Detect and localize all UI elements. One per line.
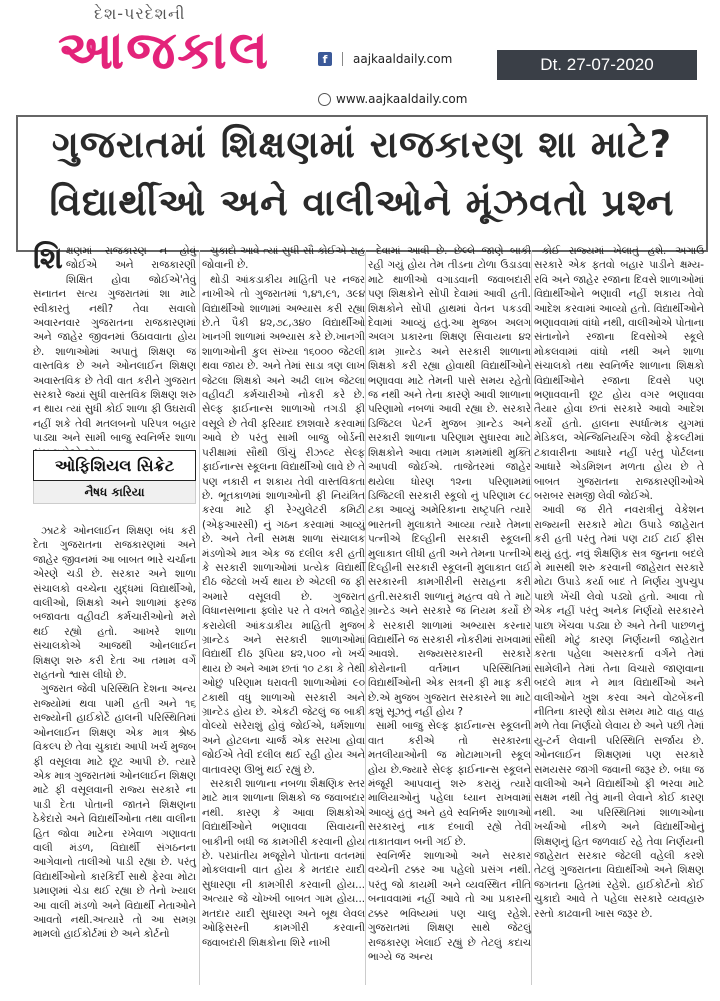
dropcap: શિ (33, 241, 63, 276)
facebook-handle: aajkaaldaily.com (353, 52, 453, 66)
facebook-link[interactable] (318, 52, 452, 66)
article-paragraph: સામી બાજુ સેલ્ફ ફાઈનાન્સ સ્કૂલની વાત કરીએ તો સરકારના મતલીયાઓની જ મોટામાગની સ્કૂલ હોય છે.જ્યારે સેલ્ફ ફાઈનાન્સ સ્કૂલને મંજૂરી આપવાનું શરુ કરાયું ત્યારે માલિયાઓનું પહેલા ધ્યાન રાખવામાં આવ્યું હતું અને હવે સ્વનિર્ભર શાળાઓ સરકારનું નાક દબાવી રહ્યે તેવી તાકાતવાન બની ગઈ છે. (368, 720, 531, 848)
article-paragraph: સ્વનિર્ભર શાળાઓ અને સરકાર વચ્ચેની ટક્કર આ પહેલો પ્રસંગ નથી. પરંતુ જો કાયમી અને વ્યવસ્થિત નીતિ બનાવવામાં નહીં આવે તો આ પ્રકારની ટક્કર ભવિષ્યમાં પણ ચાલુ રહેશે. ગુજરાતમાં શિક્ષણ સાથે જેટલું રાજકારણ ખેલાઈ રહ્યું છે તેટલું કદાચ ભાગ્યે જ અન્ય (368, 850, 531, 963)
article-paragraph: ગુજરાત જેવી પરિસ્થિતિ દેશના અન્ય રાજ્યોમાં થવા પામી હતી અને ૧૬ રાજ્યોની હાઈકોર્ટે હાલની પરિસ્થિતિમાં ઓનલાઈન શિક્ષણ એક માત્ર શ્રેષ્ઠ વિકલ્પ છે તેવા ચુકાદા આપી ખર્ચ મુજબ ફી વસૂલવા માટે છૂટ આપી છે. ત્યારે એક માત્ર ગુજરાતમાં ઓનલાઈન શિક્ષણ માટે ફી વસૂલવાની રાજ્ય સરકારે ના પાડી દેતા પોતાની જાતને શિક્ષણના ઠેકેદારો અને વિદ્યાર્થીઓના તથા વાલીના હિત જોવા માટેના રખેવાળ ગણાવતા વાલી મંડળ, વિદ્યાર્થી સંગઠનના આગેવાનો તાલીઓ પાડી રહ્યા છે. પરંતુ વિદ્યાર્થીઓનો કારકિર્દી સાથે ફેરવા મોટા પ્રમાણમાં ચેડા થઈ રહ્યા છે તેનો ખ્યાલ આ વાલી મંડળો અને વિદ્યાર્થી નેતાઓને આવતો નથી.અત્યારે તો આ સમગ્ર મામલો હાઈકોર્ટમાં છે અને કોર્ટનો (33, 683, 196, 941)
column-divider (199, 250, 200, 985)
article-paragraph: દેવામાં આવી છે. છેલ્લે જાણે બાકી રહી ગયું હોય તેમ તીડના ટોળા ઉડાડવા માટે થાળીઓ વગાડવાની જવાબદારી પણ શિક્ષકોને સોંપી દેવામાં આવી હતી. શિક્ષકોને સોંપી હાથમાં વેતન પકડવી દેવામાં આવ્યું હતું.આ મુજબ અલગ અલગ પ્રકારના શિક્ષણ સિવાયના ૪૨ કામ ગ્રાન્ટેડ અને સરકારી શાળાના શિક્ષકો કરી રહ્યા હોવાથી વિદ્યાર્થીઓને ભણાવવા માટે તેમની પાસે સમય રહેતો જ નથી અને તેના કારણે આવી શાળાના પરિણામો નબળાં આવી રહ્યા છે. સરકારે ડિજિટલ પેટર્ન મુજબ ગ્રાન્ટેડ અને સરકારી શાળાના પરિણામ સુધારવા માટે શિક્ષકોને આવા તમામ કામમાંથી મુક્તિ આપવી જોઈએ. તાજેતરમાં જાહેર થયેલા ધોરણ ૧૨ના પરિણામમાં ડિજિટલી સરકારી સ્કૂલો નું પરિણામ ૯૮ ટકા આવ્યું અમેરિકાના રાષ્ટ્રપતિ ત્યારે ભારતની મુલાકાતે આવ્યા ત્યારે તેમના પત્નીએ દિલ્હીની સરકારી સ્કૂલની મુલાકાત લીધી હતી અને તેમના પત્નીએ દિલ્હીની સરકારી સ્કૂલની મુલાકાત લઈ સરકારની કામગીરીની સરાહના કરી હતી.સરકારી શાળાનું મહત્વ વધે તે માટે ગ્રાન્ટેડ અને સરકારે જ નિયમ કર્યો છે કે સરકારી શાળામાં અભ્યાસ કરનાર વિદ્યાર્થીને જ સરકારી નોકરીમાં રાખવામાં આવશે. રાજ્યસરકારની સરકારે કોરોનાની વર્તમાન પરિસ્થિતિમાં વિદ્યાર્થીઓની એક સત્રની ફી માફ કરી છે.એ મુજબ ગુજરાત સરકારને શા માટે કશું સૂઝતું નહીં હોય ? (368, 245, 531, 718)
newspaper-logo: આજકાલ (58, 21, 271, 81)
article-paragraph: સરકારી શાળાના નબળા શૈક્ષણિક સ્તર માટે માત્ર શાળાના શિક્ષકો જ જવાબદાર નથી. કારણ કે આવા શિક્ષકોએ વિદ્યાર્થીઓને ભણાવવા સિવાયની બાકીની બધી જ કામગીરી કરવાની હોય છે. પરપ્રાંતીય મજૂરોને પોતાના વતનમાં મોકલવાની વાત હોય કે મતદાર યાદી સુધારણા ની કામગીરી કરવાની હોય... અત્યાર જે ચોખ્ખી બાબત ગામ હોય... મતદાર યાદી સુધારણ અને બૂથ લેવલ ઓફિસરની કામગીરી કરવાની જવાબદારી શિક્ષકોના શિરે નાખી (202, 778, 365, 949)
article-column-4 (534, 244, 704, 989)
masthead (0, 0, 720, 112)
column-divider (531, 250, 532, 985)
article-column-3 (368, 244, 531, 989)
headline-box (16, 115, 708, 252)
article-paragraph: ક્ષણમાં રાજકારણ ન હોવું જોઈએ અને રાજકારણી શિક્ષિત હોવા જોઈએ'તેવું સનાતન સત્ય ગુજરાતમાં શા માટે સ્વીકારતું નથી? તેવા સવાલો અવારનવાર ગુજરાતના રાજકારણમાં અને જાહેર જીવનમાં ઉઠાવવાતા હોય છે. શાળાઓમાં અપાતું શિક્ષણ જ વાસ્તવિક છે અને ઓનલાઈન શિક્ષણ અવાસ્તવિક છે તેવી વાત કરીને ગુજરાત સરકારે જ્યાં સુધી વાસ્તવિક શિક્ષણ શરુ ન થાય ત્યાં સુધી કોઈ શાળા ફી ઉઘરાવી નહીં શકે તેવી મતલબનો પરિપત્ર બહાર પાડ્યા અને સામી બાજુ સ્વનિર્ભર શાળા (33, 245, 196, 445)
headline-line-2: વિદ્યાર્થીઓ અને વાલીઓને મૂંઝવતો પ્રશ્ન (49, 181, 675, 224)
article-column-1-continued (33, 524, 196, 994)
article-paragraph: ઝાટકે ઓનલાઈન શિક્ષણ બંધ કરી દેતા ગુજરાતના રાજકારણમાં અને જાહેર જીવનમાં આ બાબત ભારે ચર્ચાના એરણે ચડી છે. સરકાર અને શાળા સંચાલકો વચ્ચેના યુદ્ધમાં વિદ્યાર્થીઓ, વાલીઓ, શિક્ષકો અને શાળામાં ફરજ બજાવતા વહીવટી કર્મચારીઓનો મરો થઈ રહ્યો હતો. આખરે શાળા સંચાલકોએ આજથી ઓનલાઈન શિક્ષણ શરુ કરી દેતા આ તમામ વર્ગે રાહતનો શ્વાસ લીધો છે. (33, 525, 196, 682)
article-paragraph: કોઈ રાજ્યમાં ખેલાતું હશે. અગાઉ સરકારે એક ફતવો બહાર પાડીને ક્ષમ્ય-રવિ અને જાહેર રજાના દિવસે શાળાઓમાં વિદ્યાર્થીઓને ભણાવી નહીં શકાય તેવો આદેશ કરવામાં આવ્યો હતો. વિદ્યાર્થીઓને ભણાવવામાં વાંધો નથી, વાલીઓએ પોતાના સંતાનોને રજાના દિવસોએ સ્કૂલે મોકલવામાં વાંધો નથી અને શાળા સંચાલકો તથા સ્વનિર્ભર શાળાના શિક્ષકો વિદ્યાર્થીઓને રજાના દિવસે પણ ભણાવવાની છૂટ હોય વગર ભણાવવા તૈયાર હોવા છતાં સરકારે આવો આદેશ કર્યો હતો. હાલના સ્પર્ધાત્મક યુગમાં મેડિકલ, એન્જિનિયરિંગ જેવી ફેકલ્ટીમાં ટકાવારીના આધારે નહીં પરંતુ પોર્ટલના આધારે એડમિશન મળતા હોય છે તે બાબત ગુજરાતના રાજકારણીઓએ બરાબર સમજી લેવી જોઈએ. (534, 245, 704, 502)
masthead-tagline: દેશ-પરદેશની (94, 4, 186, 23)
column-title: ઓફિશિયલ સિક્રેટ (33, 450, 196, 481)
divider (342, 52, 343, 66)
column-author: નૈષધ કારિયા (33, 481, 196, 504)
facebook-icon: f (318, 52, 332, 66)
website-url: www.aajkaaldaily.com (336, 92, 468, 106)
article-paragraph: ચુકાદો આવે ત્યાં સુધી સૌ કોઈએ રાહ જોવાની છે. (202, 245, 365, 272)
headline-line-1: ગુજરાતમાં શિક્ષણમાં રાજકારણ શા માટે? (51, 123, 673, 166)
column-divider (365, 250, 366, 985)
issue-date: Dt. 27-07-2020 (497, 50, 697, 80)
globe-icon (318, 93, 331, 106)
article-column-1 (33, 241, 196, 445)
article-column-2 (202, 244, 365, 989)
column-title-box (33, 450, 196, 504)
website-link[interactable] (318, 92, 467, 106)
article-paragraph: થોડી આંકડાકીય માહિતી પર નજર નાખીએ તો ગુજરાતમાં ૧,૪૧,૯૧, ૩૯૪ વિદ્યાર્થીઓ શાળામાં અભ્યાસ કરી રહ્યા છે.તે પૈકી ૪૨,૭૮,૩૪૦ વિદ્યાર્થીઓ ખાનગી શાળામાં અભ્યાસ કરે છે.ખાનગી શાળાઓની કુલ સંખ્યા ૧૬૦૦૦ જેટલી થવા જાય છે. અને તેમાં સાડા ત્રણ લાખ જેટલા શિક્ષકો અને અઢી લાખ જેટલા વહીવટી કર્મચારીઓ નોકરી કરે છે. સેલ્ફ ફાઈનાન્સ શાળાઓ તગડી ફી વસૂલે છે તેવી ફરિયાદ છાશવારે કરવામાં આવે છે પરંતુ સામી બાજુ બોર્ડની પરીક્ષામાં સૌથી ઊંચું રીઝલ્ટ સેલ્ફ ફાઈનાન્સ સ્કૂલના વિદ્યાર્થીઓ લાવે છે તે પણ નકારી ન શકાય તેવી વાસ્તવિકતા છે. ભૂતકાળમાં શાળાઓની ફી નિયંત્રિત કરવા માટે ફી રેગ્યુલેટરી કમિટી (એફઆરસી) નું ગઠન કરવામાં આવ્યું છે. અને તેની સમક્ષ શાળા સંચાલક મંડળોએ માત્ર એક જ દલીલ કરી હતી કે સરકારી શાળાઓમાં પ્રત્યેક વિદ્યાર્થી દીઠ જેટલો ખર્ચ થાય છે એટલી જ ફી અમારે વસૂલવી છે. ગુજરાત વિધાનસભાના ફ્લોર પર તે વખતે જાહેર કરાયેલી આંકડાકીય માહિતી મુજબ ગ્રાન્ટેડ અને સરકારી શાળાઓમાં વિદ્યાર્થી દીઠ રૂપિયા ૪૨,૫૦૦ નો ખર્ચ થાય છે અને આમ છતાં ૧૦ ટકા કે તેથી ઓછું પરિણામ ધરાવતી શાળાઓમાં ૯૦ ટકાથી વધુ શાળાઓ સરકારી અને ગ્રાન્ટેડ હોય છે. એકટી જેટલું જ બાકી વોલ્યો સરેરાશું હોવું જોઈએ, ધર્મશાળા અને હોટલના ચાર્જ એક સરખા હોવા જોઈએ તેવી દલીલ થઈ રહી હોય અને વાતાવરણ ઊભું થઈ રહ્યું છે. (202, 273, 365, 776)
article-paragraph: આવી જ રીતે નવરાત્રીનું વેકેશન રાજ્યની સરકારે મોટા ઉપાડે જાહેરાત કરી હતી પરંતુ તેમાં પણ ટાઈ ટાઈ ફીસ થયું હતું. નવું શૈક્ષણિક સત્ર જુનના બદલે મે માસથી શરુ કરવાની જાહેરાત સરકારે મોટા ઉપાડે કર્યા બાદ તે નિર્ણય ગુપચુપ પાછો ખેંચી લેવો પડ્યો હતો. આવા તો એક નહીં પરંતુ અનેક નિર્ણયો સરકારને પાછા ખેંચવા પડ્યા છે અને તેની પાછળનું સૌથી મોટું કારણ નિર્ણયની જાહેરાત કરતા પહેલા અસરકર્તા વર્ગને તેમાં સામેલીને તેમાં તેના વિચારો જાણવાના બદલે માત્ર ને માત્ર વિદ્યાર્થીઓ અને વાલીઓને ખુશ કરવા અને વોટબેંકની નીતિના કારણે થોડા સમય માટે વાહ વાહ મળે તેવા નિર્ણયો લેવાય છે અને પછી તેમાં યુ-ટર્ન લેવાની પરિસ્થિતિ સર્જાય છે. ઓનલાઈન શિક્ષણમાં પણ સરકારે સમયસર જાગી જવાની જરૂર છે. બધા જ વાલીઓ અને વિદ્યાર્થીઓ ફી ભરવા માટે સક્ષમ નથી તેવું માની લેવાને કોઈ કારણ નથી. આ પરિસ્થિતિમાં શાળાઓના ખર્ચાઓ નીકળે અને વિદ્યાર્થીઓનું શિક્ષણનું હિત જળવાઈ રહે તેવા નિર્ણયની જાહેરાત સરકાર જેટલી વહેલી કરશે તેટલું ગુજરાતના વિદ્યાર્થીઓ અને શિક્ષણ જગતના હિતમાં રહેશે. હાઈકોર્ટનો કોઈ ચુકાદો આવે તે પહેલા સરકારે વ્યવહારુ રસ્તો કાઢવાની ખાસ જરૂર છે. (534, 504, 704, 920)
